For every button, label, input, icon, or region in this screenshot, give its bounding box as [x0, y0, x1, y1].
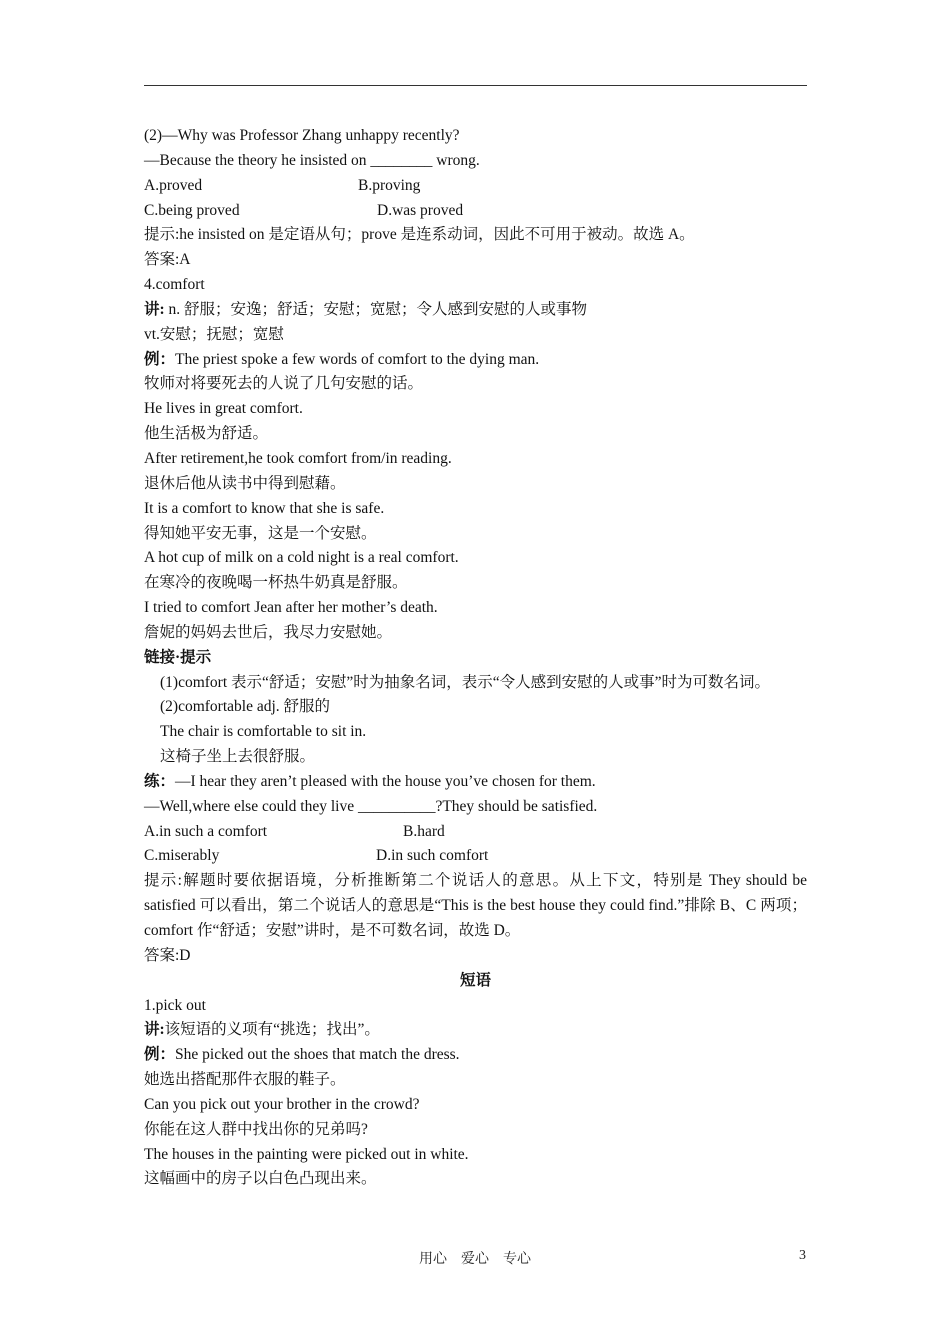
q2-answer: 答案:A	[144, 251, 191, 269]
example-translation: 牧师对将要死去的人说了几句安慰的话。	[144, 375, 424, 393]
jiang-label: 讲:	[144, 300, 165, 318]
phrase-definition	[144, 1018, 807, 1043]
practice-option-b: B.hard	[403, 822, 445, 840]
example-translation: 他生活极为舒适。	[144, 425, 269, 443]
practice-options-row2	[144, 844, 807, 869]
practice-options-row1	[144, 820, 807, 845]
header-rule	[144, 85, 807, 86]
phrase-title: 1.pick out	[144, 996, 206, 1014]
example-translation: 得知她平安无事，这是一个安慰。	[144, 524, 377, 542]
li-label: 例：	[144, 1046, 176, 1064]
q2-options-row2	[144, 199, 807, 224]
comfort-noun-meaning: n. 舒服；安逸；舒适；安慰；宽慰；令人感到安慰的人或事物	[164, 300, 588, 318]
example-sentence: The houses in the painting were picked out in white.	[144, 1145, 469, 1163]
example-sentence: She picked out the shoes that match the dress.	[175, 1046, 460, 1064]
comfort-verb-meaning: vt.安慰；抚慰；宽慰	[144, 325, 284, 343]
example-sentence: The priest spoke a few words of comfort to the dying man.	[175, 350, 540, 368]
example-sentence: It is a comfort to know that she is safe.	[144, 499, 385, 517]
practice-answer: 答案:D	[144, 946, 191, 964]
link-note-1: (1)comfort 表示“舒适；安慰”时为抽象名词，表示“令人感到安慰的人或事”时为可数名词。	[160, 673, 771, 691]
li-label: 例：	[144, 350, 176, 368]
q2-option-c: C.being proved	[144, 201, 240, 219]
q2-option-b: B.proving	[358, 176, 421, 194]
example-sentence: After retirement,he took comfort from/in reading.	[144, 449, 452, 467]
example-sentence: He lives in great comfort.	[144, 400, 303, 418]
q2-hint: 提示:he insisted on 是定语从句；prove 是连系动词，因此不可用于被动。故选 A。	[144, 226, 695, 244]
q2-option-a: A.proved	[144, 176, 203, 194]
q2-options-row1	[144, 174, 807, 199]
example-sentence: A hot cup of milk on a cold night is a real comfort.	[144, 549, 459, 567]
practice-option-c: C.miserably	[144, 847, 220, 865]
q2-stem: (2)—Why was Professor Zhang unhappy recently?	[144, 127, 460, 144]
link-note-3: The chair is comfortable to sit in.	[160, 723, 367, 741]
footer-motto: 用心 爱心 专心	[419, 1252, 531, 1267]
practice-hint: 提示:解题时要依据语境，分析推断第二个说话人的意思。从上下文，特别是 They should be satisfied 可以看出，第二个说话人的意思是“This is the best house they could find.”排除 B、C 两项；comfort 作“舒适；安慰”讲时，是不可数名词，故选 D。	[144, 872, 807, 939]
link-note-4: 这椅子坐上去很舒服。	[160, 748, 316, 766]
phrase-meaning: 该短语的义项有“挑选；找出”。	[164, 1021, 380, 1039]
comfort-example-1	[144, 348, 807, 373]
practice-option-a: A.in such a comfort	[144, 822, 268, 840]
practice-stem	[144, 770, 807, 795]
page-number: 3	[799, 1248, 806, 1263]
comfort-definition	[144, 298, 807, 323]
practice-reply: —Well,where else could they live __________?They should be satisfied.	[144, 797, 598, 815]
example-sentence: I tried to comfort Jean after her mother’s death.	[144, 599, 438, 617]
practice-option-d: D.in such comfort	[376, 847, 489, 865]
example-translation: 詹妮的妈妈去世后，我尽力安慰她。	[144, 623, 393, 641]
lian-label: 练：	[144, 772, 176, 790]
example-translation: 在寒冷的夜晚喝一杯热牛奶真是舒服。	[144, 574, 408, 592]
section-heading-phrases: 短语	[459, 971, 491, 989]
jiang-label: 讲:	[144, 1021, 165, 1039]
link-note-2: (2)comfortable adj. 舒服的	[160, 698, 331, 716]
document-body	[144, 124, 807, 1192]
link-hint-label: 链接·提示	[144, 648, 212, 666]
practice-question: —I hear they aren’t pleased with the house you’ve chosen for them.	[175, 772, 596, 790]
example-translation: 你能在这人群中找出你的兄弟吗?	[144, 1120, 368, 1138]
example-sentence: Can you pick out your brother in the crowd?	[144, 1095, 420, 1113]
example-translation: 退休后他从读书中得到慰藉。	[144, 474, 346, 492]
example-translation: 她选出搭配那件衣服的鞋子。	[144, 1071, 346, 1089]
phrase-example-1	[144, 1043, 807, 1068]
q2-stem-reply: —Because the theory he insisted on ________ wrong.	[144, 151, 480, 169]
example-translation: 这幅画中的房子以白色凸现出来。	[144, 1170, 377, 1188]
comfort-title: 4.comfort	[144, 276, 205, 294]
q2-option-d: D.was proved	[377, 201, 464, 219]
